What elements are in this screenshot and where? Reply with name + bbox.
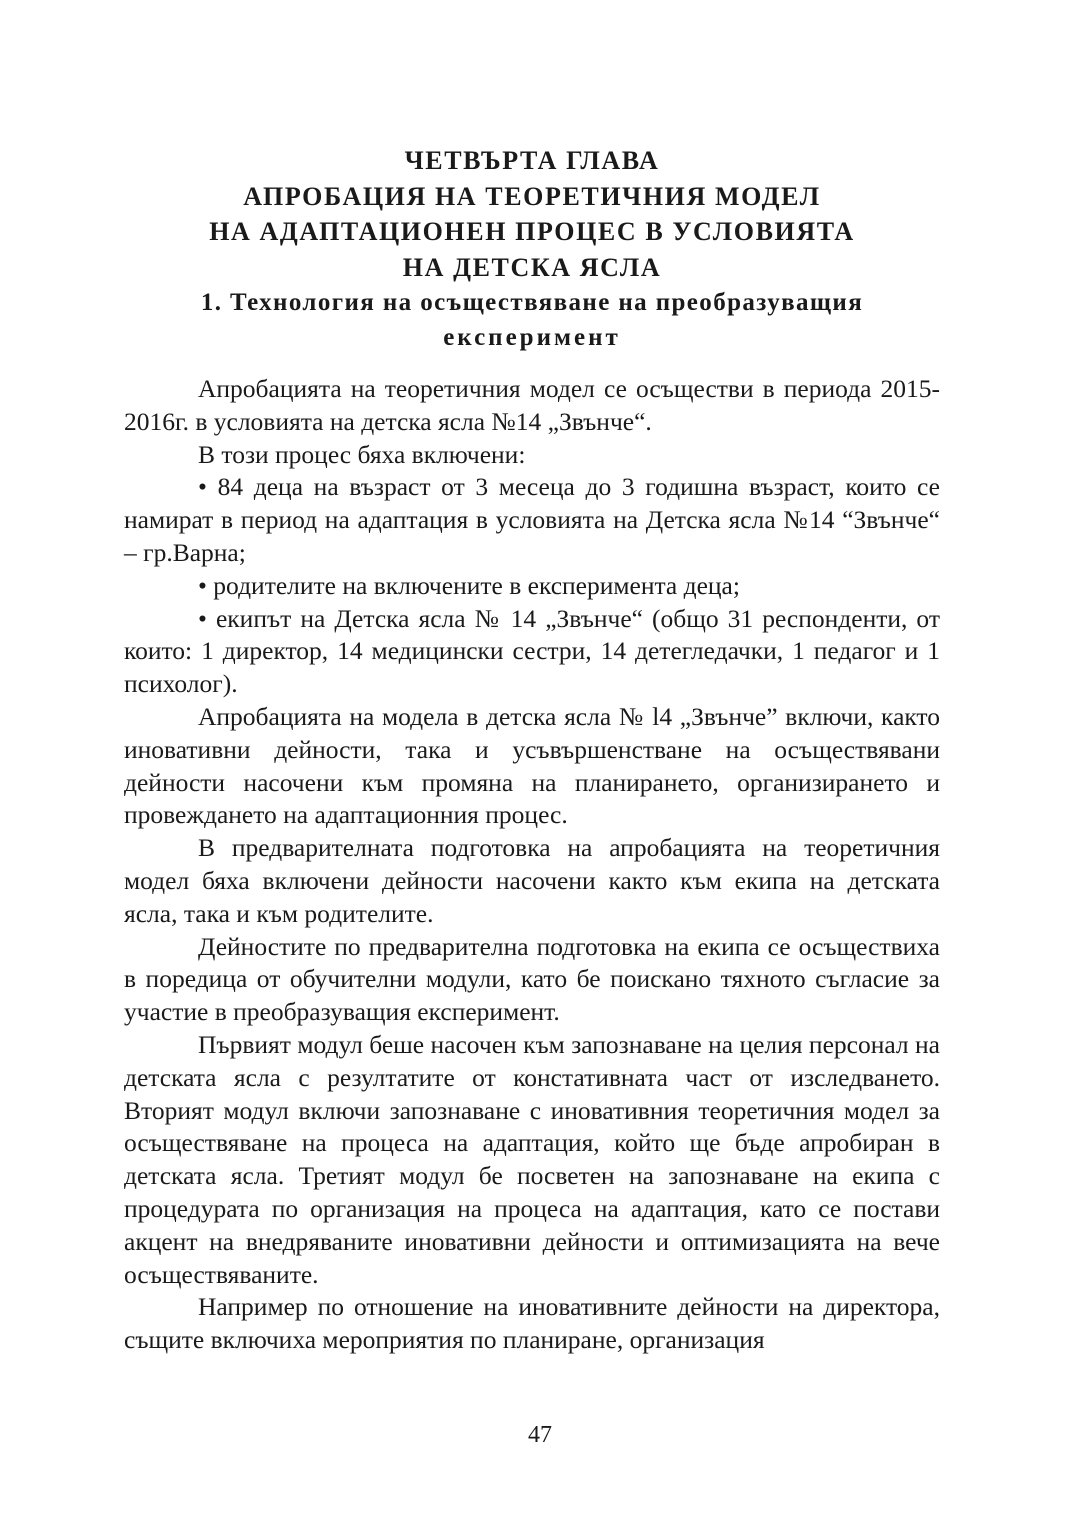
chapter-label: ЧЕТВЪРТА ГЛАВА <box>404 146 660 175</box>
page-number: 47 <box>528 1422 552 1448</box>
bullet-item: • екипът на Детска ясла № 14 „Звънче“ (общо 31 респонденти, от които: 1 директор, 14 медицински сестри, 14 детегледачки, 1 педагог и 1 психолог). <box>124 603 940 699</box>
section-title-line-1: 1. Технология на осъществяване на преобразуващия <box>200 289 864 316</box>
bullet-item: • 84 деца на възраст от 3 месеца до 3 годишна възраст, които се намират в период на адаптация в условията на Детска ясла №14 “Звънче“ – гр.Варна; <box>124 472 940 567</box>
paragraph: Например по отношение на иновативните дейности на директора, същите включиха мероприятия по планиране, организация <box>124 1292 940 1355</box>
section-title-line-2: експеримент <box>443 324 621 351</box>
paragraph: Първият модул беше насочен към запознаване на целия персонал на детската ясла с резултатите от констативната част от изследването. Вторият модул включи запознаване с иновативния теоретичния модел за осъществяване на процеса на адаптация, който ще бъде апробиран в детската ясла. Третият модул бе посветен на запознаване на екипа с процедурата по организация на процеса на адаптация, като се постави акцент на внедряваните иновативни дейности и оптимизацията на вече осъществяваните. <box>124 1029 940 1289</box>
chapter-title-line-1: АПРОБАЦИЯ НА ТЕОРЕТИЧНИЯ МОДЕЛ <box>243 181 821 211</box>
bullet-item: • родителите на включените в експеримента деца; <box>198 570 740 600</box>
chapter-title-line-2: НА АДАПТАЦИОНЕН ПРОЦЕС В УСЛОВИЯТА <box>209 217 855 246</box>
chapter-title-line-3: НА ДЕТСКА ЯСЛА <box>402 252 662 282</box>
paragraph: Апробацията на модела в детска ясла № l4 „Звънче” включи, както иновативни дейности, така и усъвършенстване на осъществявани дейности насочени към промяна на планирането, организирането и провеждането на адаптационния процес. <box>124 701 940 830</box>
paragraph: В този процес бяха включени: <box>198 439 526 469</box>
paragraph: В предварителната подготовка на апробацията на теоретичния модел бяха включени дейности насочени както към екипа на детската ясла, така и към родителите. <box>124 833 940 928</box>
paragraph: Дейностите по предварителна подготовка на екипа се осъществиха в поредица от обучителни модули, като бе поискано тяхното съгласие за участие в преобразуващия експеримент. <box>124 931 940 1027</box>
paragraph: Апробацията на теоретичния модел се осъществи в периода 2015-2016г. в условията на детска ясла №14 „Звънче“. <box>124 374 940 436</box>
body-text <box>124 373 940 1357</box>
chapter-heading-block <box>124 143 940 355</box>
